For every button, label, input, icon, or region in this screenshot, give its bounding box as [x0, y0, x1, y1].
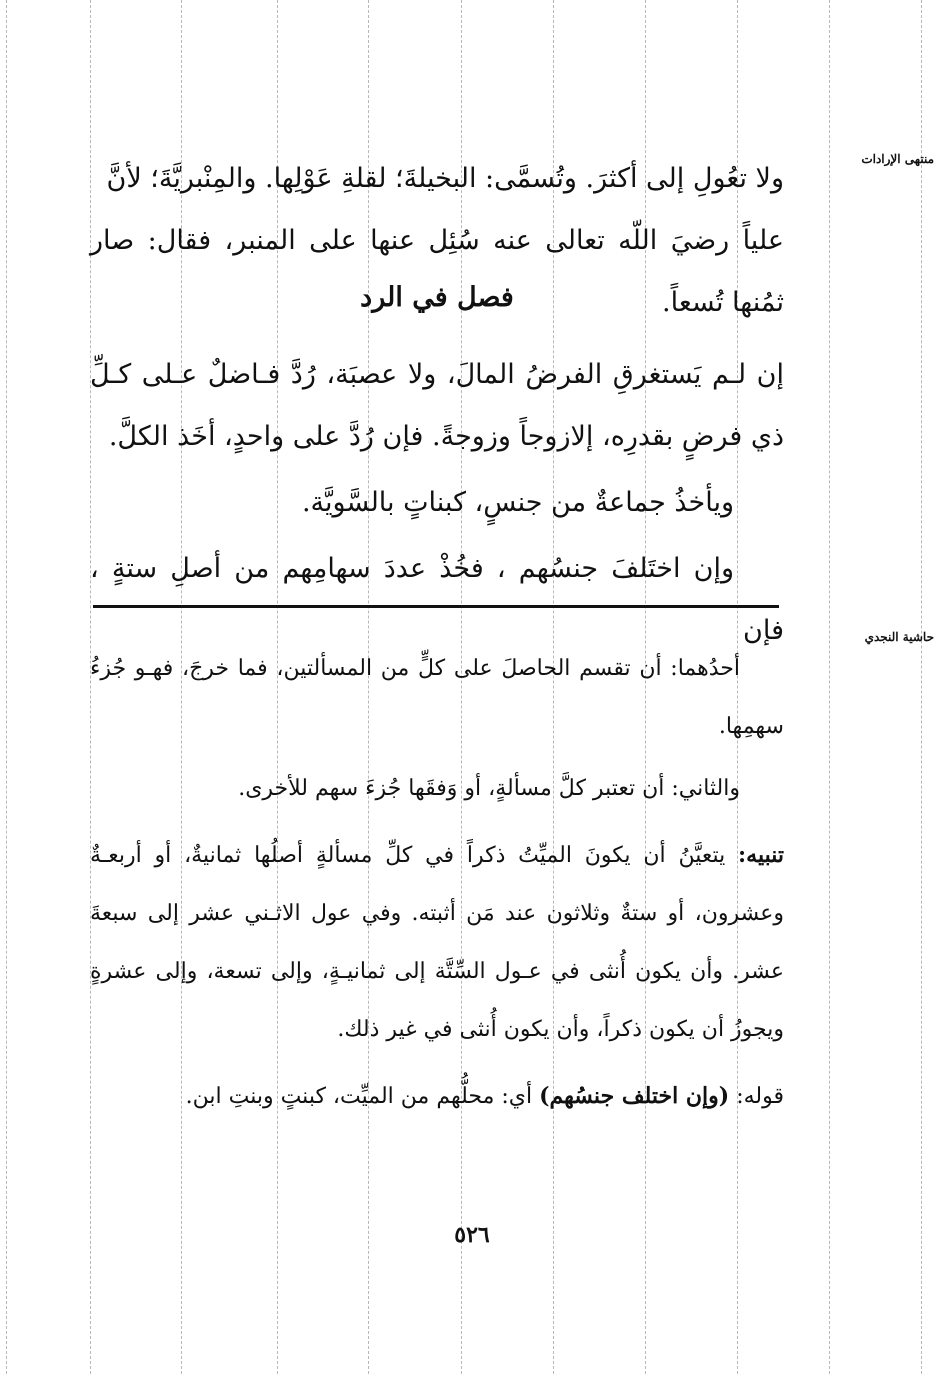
page-number: ٥٢٦: [454, 1222, 490, 1248]
quote-prefix: قوله:: [736, 1084, 784, 1109]
main-text-body: [90, 344, 784, 662]
margin-label-footnote: حاشية النجدي: [864, 630, 934, 644]
note-body: يتعيَّنُ أن يكونَ الميِّتُ ذكراً في كلِّ مسألةٍ أصلُها ثمانيةٌ، أو أربعـةٌ وعشرون، أو ستةٌ وثلاثون عند مَن أثبته. وفي عول الاثـني عشر إلى سبعةَ عشر. وأن يكون أُنثى في عـول السِّتَّة إلى ثمانيـةٍ، وإلى تسعة، وإلى عشرةٍ ويجوزُ أن يكون ذكراً، وأن يكون أُنثى في غير ذلك.: [90, 843, 784, 1042]
footnote-paragraph: والثاني: أن تعتبر كلَّ مسألةٍ، أو وَفقَها جُزءَ سهم للأخرى.: [238, 776, 740, 801]
guide-line: [921, 0, 922, 1374]
quote-phrase: (وإن اختلف جنسُهم): [539, 1083, 730, 1109]
guide-line: [829, 0, 830, 1374]
quote-body: أي: محلُّهم من الميِّت، كبنتٍ وبنتِ ابن.: [185, 1084, 533, 1109]
footnote-divider: [93, 605, 779, 608]
margin-label-main: منتهى الإرادات: [861, 152, 934, 166]
guide-line: [6, 0, 7, 1374]
footnote-text: [90, 636, 784, 1126]
footnote-quote: [90, 1067, 784, 1126]
section-heading: فصل في الرد: [360, 282, 514, 313]
main-paragraph: وإن اختَلفَ جنسُهم ، فخُذْ عددَ سهامِهم من أصلِ ستةٍ ، فإن: [90, 553, 784, 646]
footnote-paragraph: أحدُهما: أن تقسم الحاصلَ على كلٍّ من المسألتين، فما خرجَ، فهـو جُزءُ سهمِها.: [90, 656, 784, 739]
main-line-1: ولا تعُولِ إلى أكثرَ. وتُسمَّى: البخيلةَ؛ لقلةِ عَوْلِها. والمِنْبريَّةَ؛ لأنَّ: [106, 163, 784, 194]
footnote-note: [90, 826, 784, 1059]
main-paragraph: ويأخذُ جماعةٌ من جنسٍ، كبناتٍ بالسَّويَّة.: [301, 487, 734, 518]
main-line-2: علياً رضيَ اللّه تعالى عنه سُئِل عنها على المنبر، فقال: صار ثمُنها تُسعاً.: [90, 225, 784, 318]
main-paragraph: إن لـم يَستغرقِ الفرضُ المالَ، ولا عصبَة، رُدَّ فـاضلٌ عـلى كـلِّ ذي فرضٍ بقدرِه، إلازوجاً وزوجةً. فإن رُدَّ على واحدٍ، أخَذ الكلَّ.: [90, 359, 784, 452]
note-label: تنبيه:: [738, 842, 784, 868]
